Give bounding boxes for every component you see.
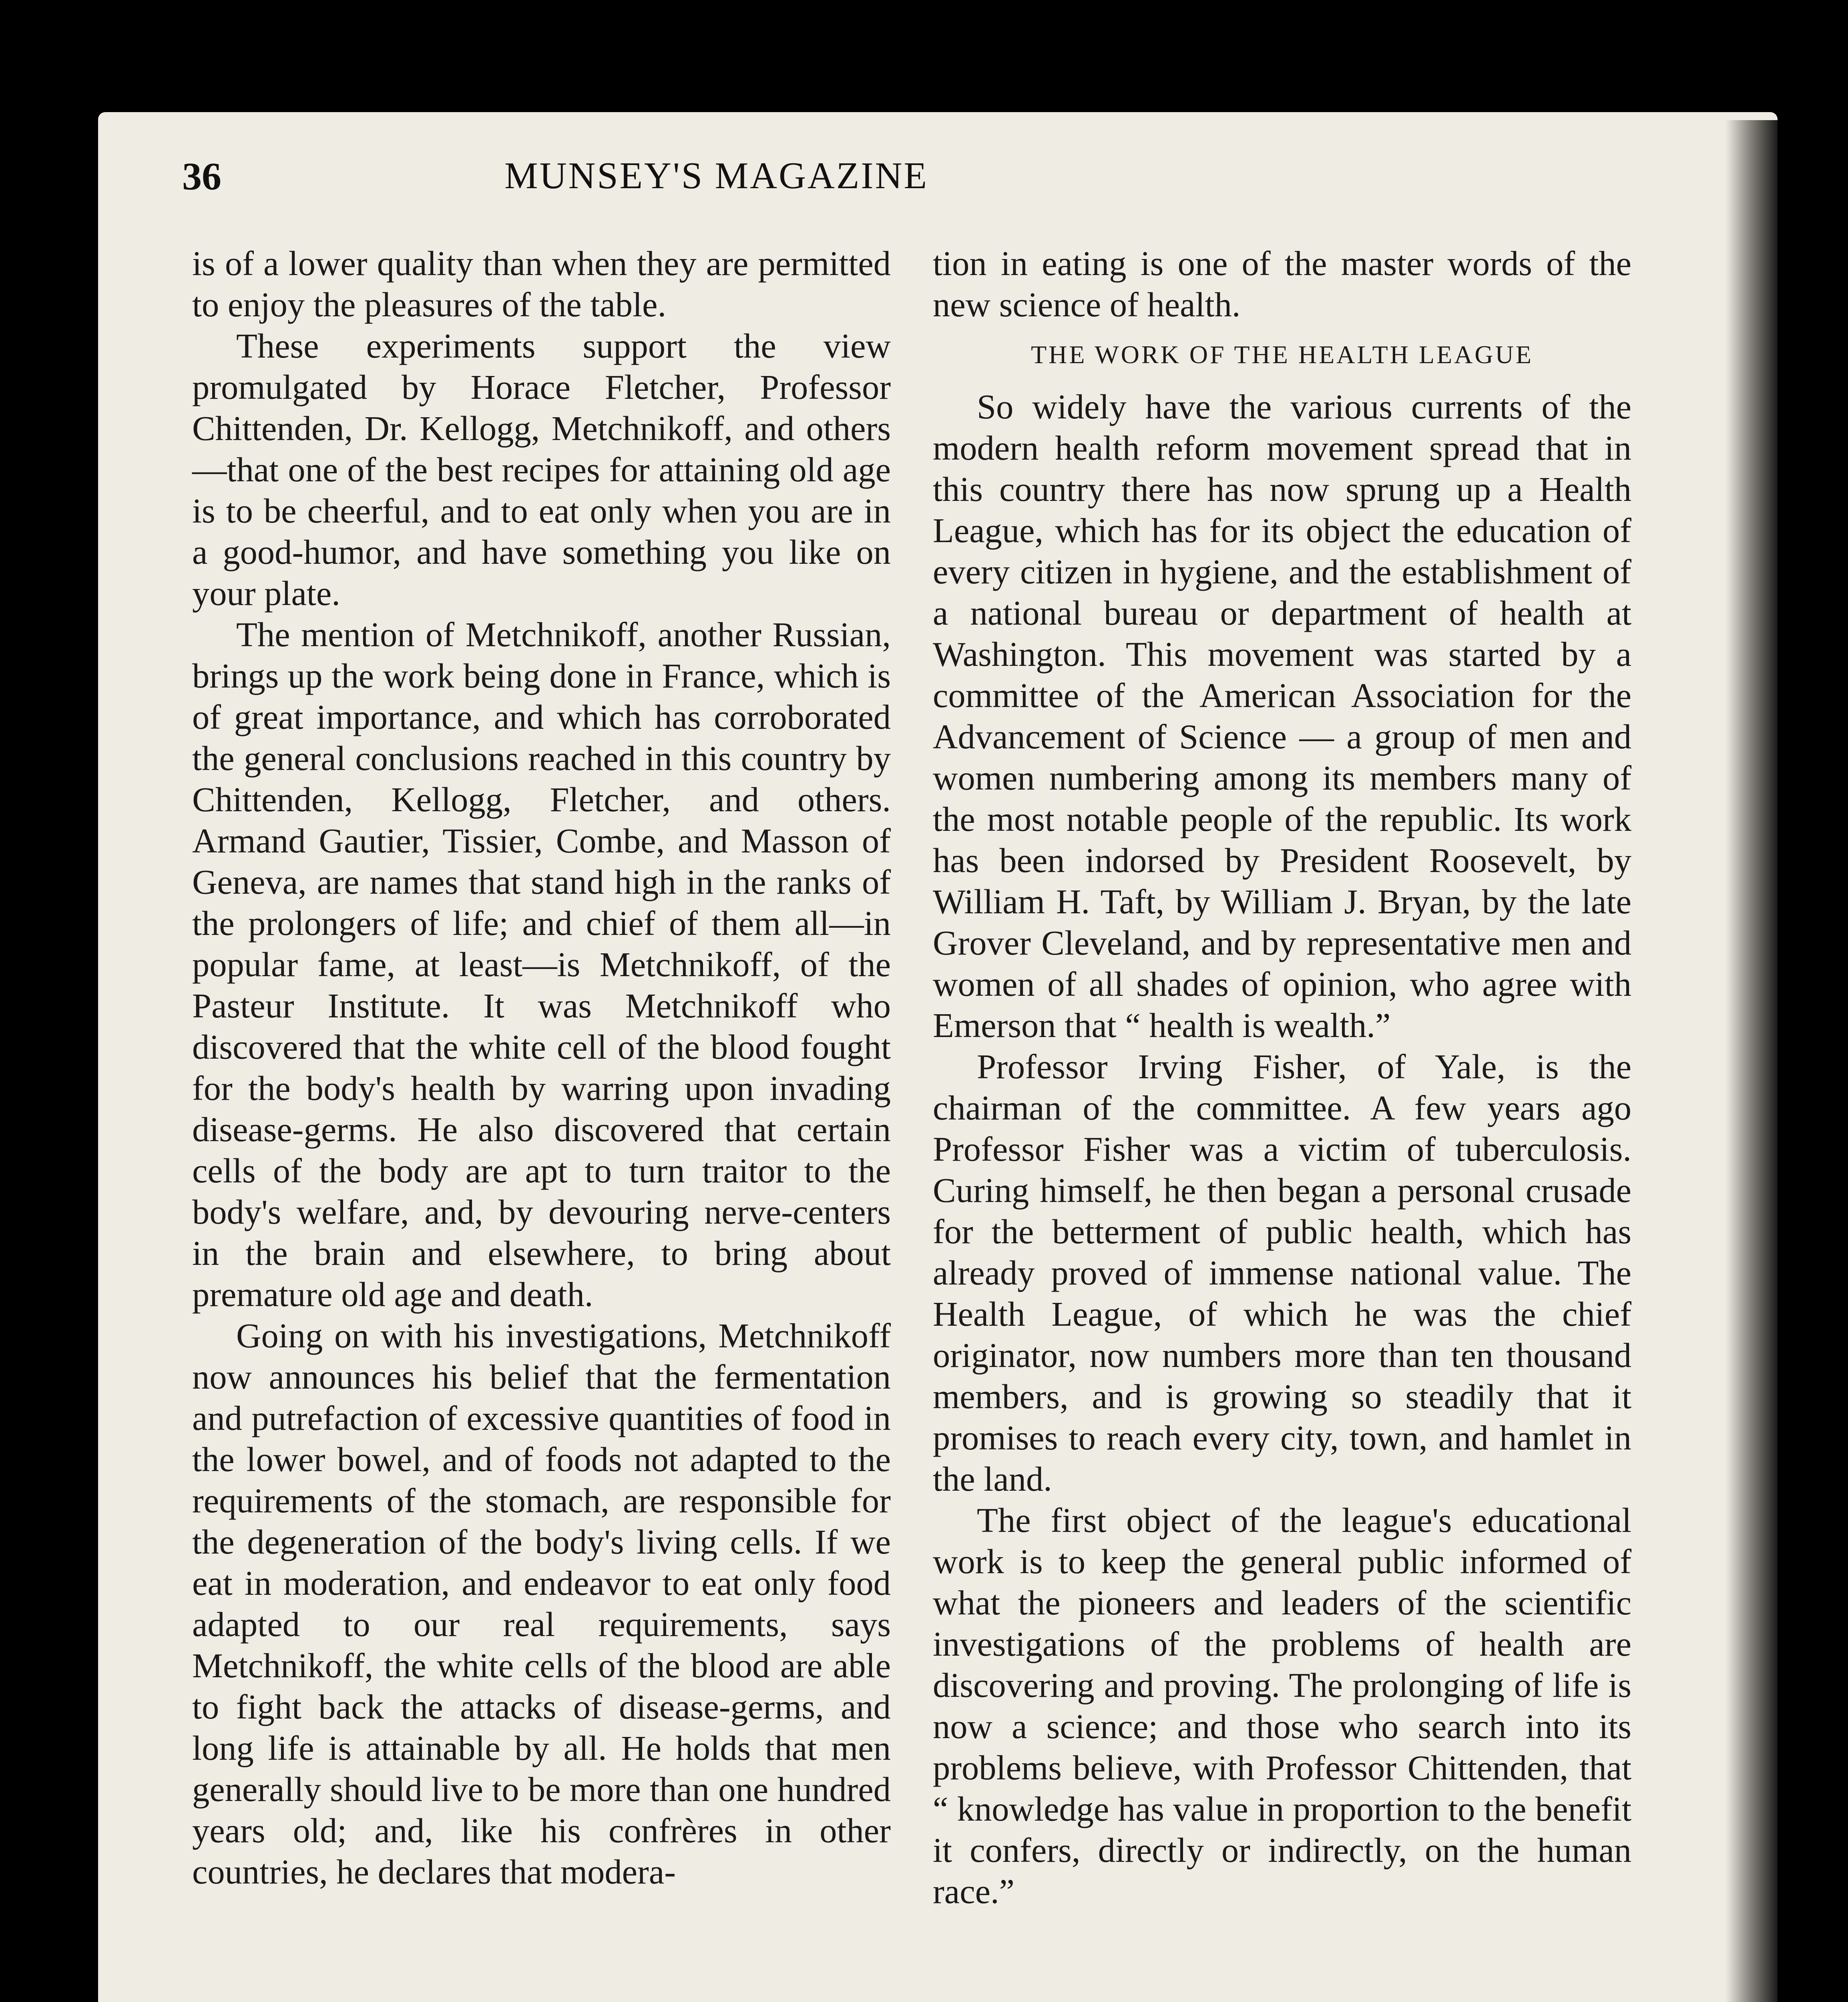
page-spine-shadow (1725, 120, 1778, 2002)
left-column (192, 243, 891, 1893)
page-number: 36 (182, 155, 221, 198)
paragraph: Professor Irving Fisher, of Yale, is the chairman of the committee. A few years ago Professor Fisher was a victim of tuberculosis. Curing himself, he then began a personal crusade for the betterment of public health, which has already proved of immense national value. The Health League, of which he was the chief originator, now numbers more than ten thousand members, and is growing so steadily that it promises to reach every city, town, and hamlet in the land. (933, 1047, 1631, 1498)
paragraph: tion in eating is one of the master words of the new science of health. (933, 244, 1631, 324)
paragraph: Going on with his investigations, Metchnikoff now announces his belief that the fermentation and putrefaction of excessive quantities of food in the lower bowel, and of foods not adapted to the requirements of the stomach, are responsible for the degeneration of the body's living cells. If we eat in moderation, and endeavor to eat only food adapted to our real requirements, says Metchnikoff, the white cells of the blood are able to fight back the attacks of disease-germs, and long life is attainable by all. He holds that men generally should live to be more than one hundred years old; and, like his confrères in other countries, he declares that modera- (192, 1317, 891, 1891)
paragraph: The mention of Metchnikoff, another Russian, brings up the work being done in France, which is of great importance, and which has corroborated the general conclusions reached in this country by Chittenden, Kellogg, Fletcher, and others. Armand Gautier, Tissier, Combe, and Masson of Geneva, are names that stand high in the ranks of the prolongers of life; and chief of them all—in popular fame, at least—is Metchnikoff, of the Pasteur Institute. It was Metchnikoff who discovered that the white cell of the blood fought for the body's health by warring upon invading disease-germs. He also discovered that certain cells of the body are apt to turn traitor to the body's welfare, and, by devouring nerve-centers in the brain and elsewhere, to bring about premature old age and death. (192, 615, 891, 1314)
page-header (98, 154, 1778, 214)
running-head: MUNSEY'S MAGAZINE (504, 155, 928, 197)
paragraph: So widely have the various currents of the modern health reform movement spread that in this country there has now sprung up a Health League, which has for its object the education of every citizen in hygiene, and the establishment of a national bureau or department of health at Washington. This movement was started by a committee of the American Association for the Advancement of Science — a group of men and women numbering among its members many of the most notable people of the republic. Its work has been indorsed by President Roosevelt, by William H. Taft, by William J. Bryan, by the late Grover Cleveland, and by representative men and women of all shades of opinion, who agree with Emerson that “ health is wealth.” (933, 388, 1631, 1045)
paragraph: is of a lower quality than when they are permitted to enjoy the pleasures of the table. (192, 244, 891, 324)
paragraph: These experiments support the view promulgated by Horace Fletcher, Professor Chittenden, Dr. Kellogg, Metchnikoff, and others—that one of the best recipes for attaining old age is to be cheerful, and to eat only when you are in a good-humor, and have something you like on your plate. (192, 327, 891, 613)
right-column (933, 243, 1631, 1912)
magazine-page (98, 112, 1778, 2002)
paragraph: The first object of the league's educational work is to keep the general public informed of what the pioneers and leaders of the scientific investigations of the problems of health are discovering and proving. The prolonging of life is now a science; and those who search into its problems believe, with Professor Chittenden, that “ knowledge has value in proportion to the benefit it confers, directly or indirectly, on the human race.” (933, 1501, 1631, 1911)
section-heading: THE WORK OF THE HEALTH LEAGUE (1031, 340, 1533, 369)
